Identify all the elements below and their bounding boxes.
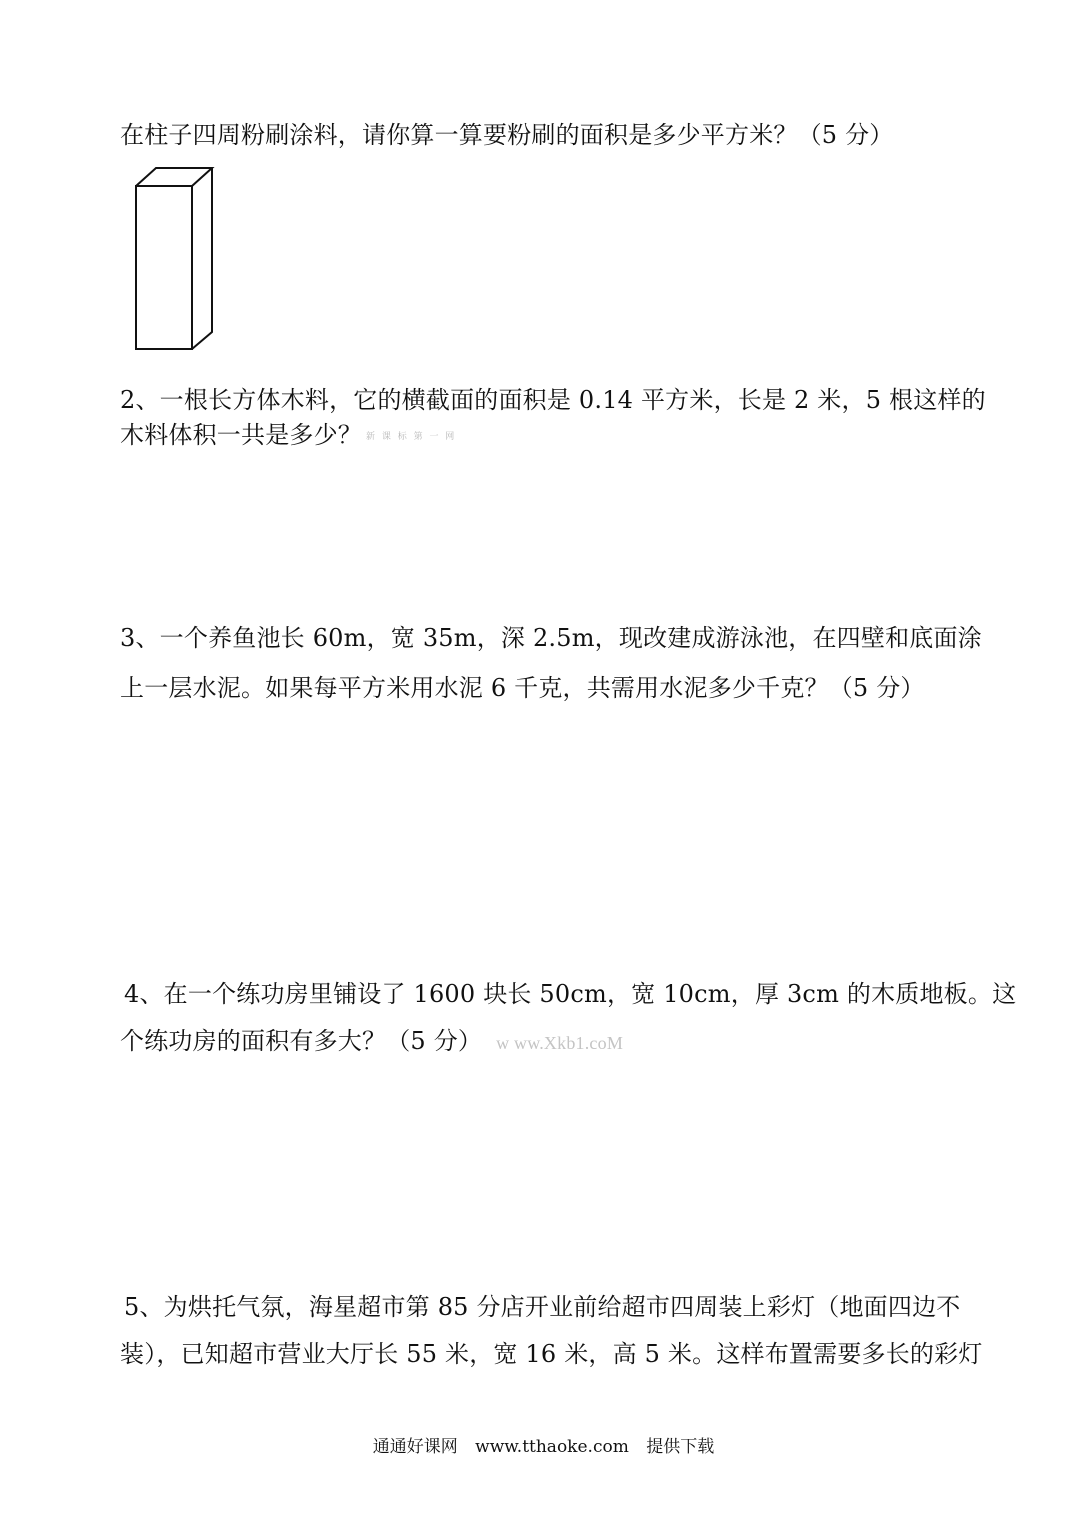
question-4-line-1: 4、在一个练功房里铺设了 1600 块长 50cm，宽 10cm，厚 3cm 的木质地板。这 bbox=[124, 980, 1017, 1008]
question-2-line-1: 2、一根长方体木料，它的横截面的面积是 0.14 平方米，长是 2 米，5 根这样的 bbox=[120, 386, 986, 414]
question-4-line-2-text: 个练功房的面积有多大？（5 分） bbox=[120, 1027, 483, 1055]
question-5-line-2: 装），已知超市营业大厅长 55 米，宽 16 米，高 5 米。这样布置需要多长的彩灯 bbox=[120, 1340, 983, 1368]
watermark-text: 新 课 标 第 一 网 bbox=[366, 431, 457, 442]
question-4-line-2 bbox=[120, 1026, 623, 1058]
prism-side-face bbox=[192, 168, 212, 349]
watermark-url: w ww.Xkb1.coM bbox=[496, 1033, 624, 1053]
question-2-line-2-text: 木料体积一共是多少？ bbox=[120, 421, 362, 449]
question-3-line-2: 上一层水泥。如果每平方米用水泥 6 千克，共需用水泥多少千克？（5 分） bbox=[120, 674, 925, 702]
question-3-line-1: 3、一个养鱼池长 60m，宽 35m，深 2.5m，现改建成游泳池，在四壁和底面涂 bbox=[120, 624, 982, 652]
question-2-line-2 bbox=[120, 420, 456, 452]
prism-top-face bbox=[136, 168, 212, 186]
footer-url: www.tthaoke.com bbox=[475, 1437, 629, 1457]
footer-suffix: 提供下载 bbox=[646, 1437, 715, 1457]
question-5-line-1: 5、为烘托气氛，海星超市第 85 分店开业前给超市四周装上彩灯（地面四边不 bbox=[124, 1293, 961, 1321]
prism-front-face bbox=[136, 186, 192, 349]
rectangular-prism-icon bbox=[132, 164, 216, 354]
question-1-text: 在柱子四周粉刷涂料，请你算一算要粉刷的面积是多少平方米？（5 分） bbox=[120, 121, 894, 149]
page-footer bbox=[0, 1436, 1087, 1458]
footer-site-name: 通通好课网 bbox=[372, 1437, 458, 1457]
